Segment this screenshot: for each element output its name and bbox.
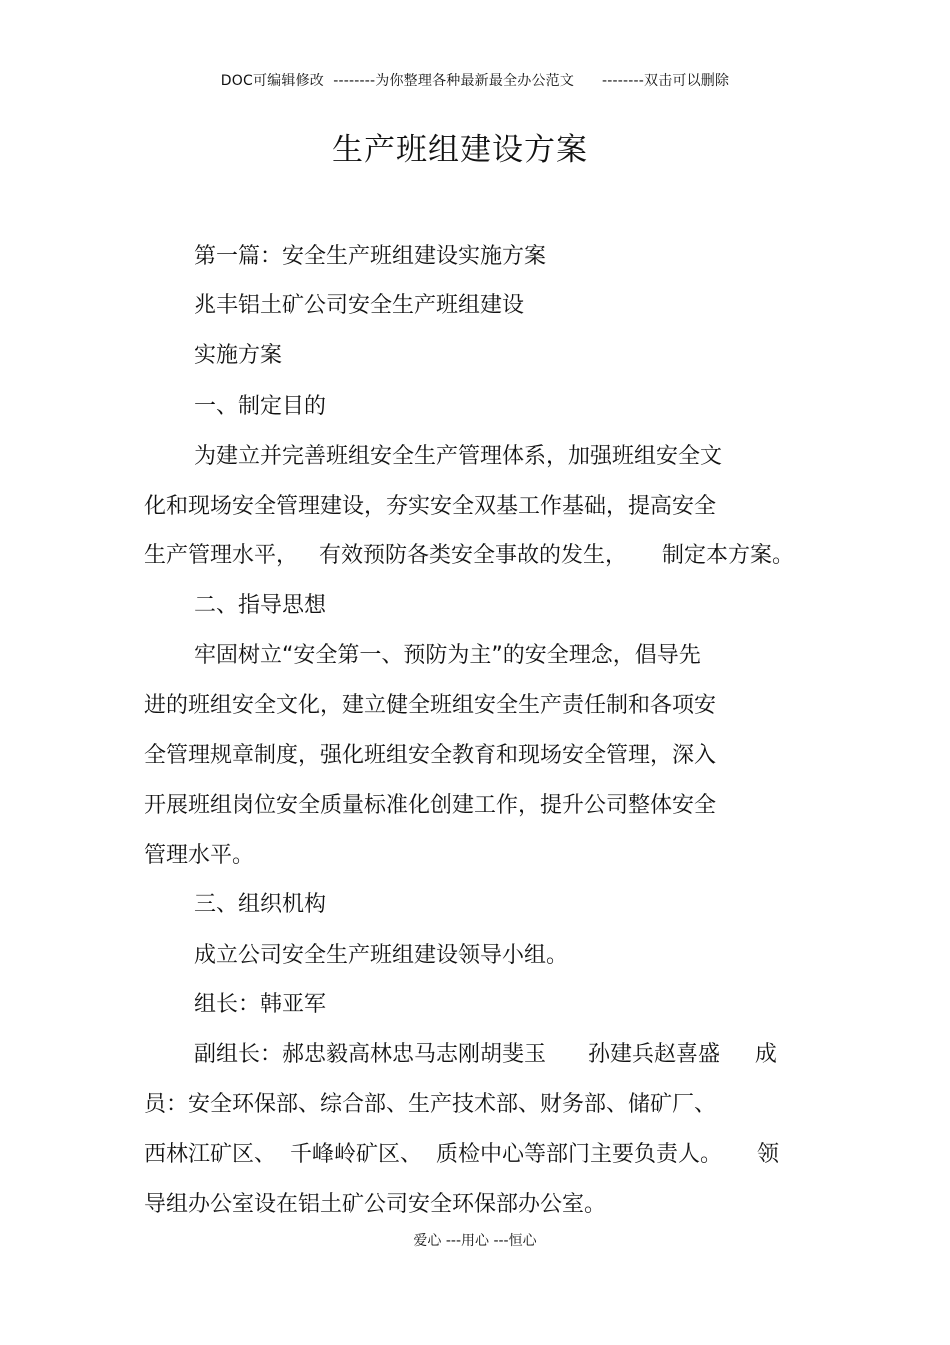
paragraph-line: 生产管理水平， 有效预防各类安全事故的发生， 制定本方案。: [144, 543, 794, 568]
section-heading: 二、指导思想: [194, 593, 327, 618]
page-header: DOC可编辑修改 --------为你整理各种最新最全办公范文 --------双击可以删除: [220, 73, 730, 89]
paragraph-line: 西林江矿区、 千峰岭矿区、 质检中心等部门主要负责人。 领: [144, 1142, 779, 1167]
section-heading: 三、组织机构: [194, 892, 327, 917]
paragraph-line: 全管理规章制度，强化班组安全教育和现场安全管理，深入: [144, 743, 717, 768]
paragraph-line: 员：安全环保部、综合部、生产技术部、财务部、储矿厂、: [144, 1092, 717, 1117]
paragraph-line: 成立公司安全生产班组建设领导小组。: [194, 943, 569, 968]
paragraph-line: 开展班组岗位安全质量标准化创建工作，提升公司整体安全: [144, 793, 717, 818]
page-footer: 爱心 ---用心 ---恒心: [413, 1233, 537, 1249]
section-heading: 一、制定目的: [194, 394, 327, 419]
section-heading: 第一篇：安全生产班组建设实施方案: [194, 244, 547, 269]
paragraph-line: 管理水平。: [144, 843, 255, 868]
paragraph-line: 进的班组安全文化，建立健全班组安全生产责任制和各项安: [144, 693, 717, 718]
text-line: 实施方案: [194, 343, 283, 368]
paragraph-line: 为建立并完善班组安全生产管理体系，加强班组安全文: [194, 444, 723, 469]
paragraph-line: 副组长：郝忠毅高林忠马志刚胡斐玉 孙建兵赵喜盛 成: [194, 1042, 777, 1067]
paragraph-line: 导组办公室设在铝土矿公司安全环保部办公室。: [144, 1192, 607, 1217]
paragraph-line: 组长：韩亚军: [194, 992, 327, 1017]
paragraph-line: 牢固树立“安全第一、预防为主”的安全理念，倡导先: [194, 643, 701, 668]
document-title: 生产班组建设方案: [332, 132, 588, 168]
paragraph-line: 化和现场安全管理建设，夯实安全双基工作基础，提高安全: [144, 494, 717, 519]
text-line: 兆丰铝土矿公司安全生产班组建设: [194, 293, 525, 318]
